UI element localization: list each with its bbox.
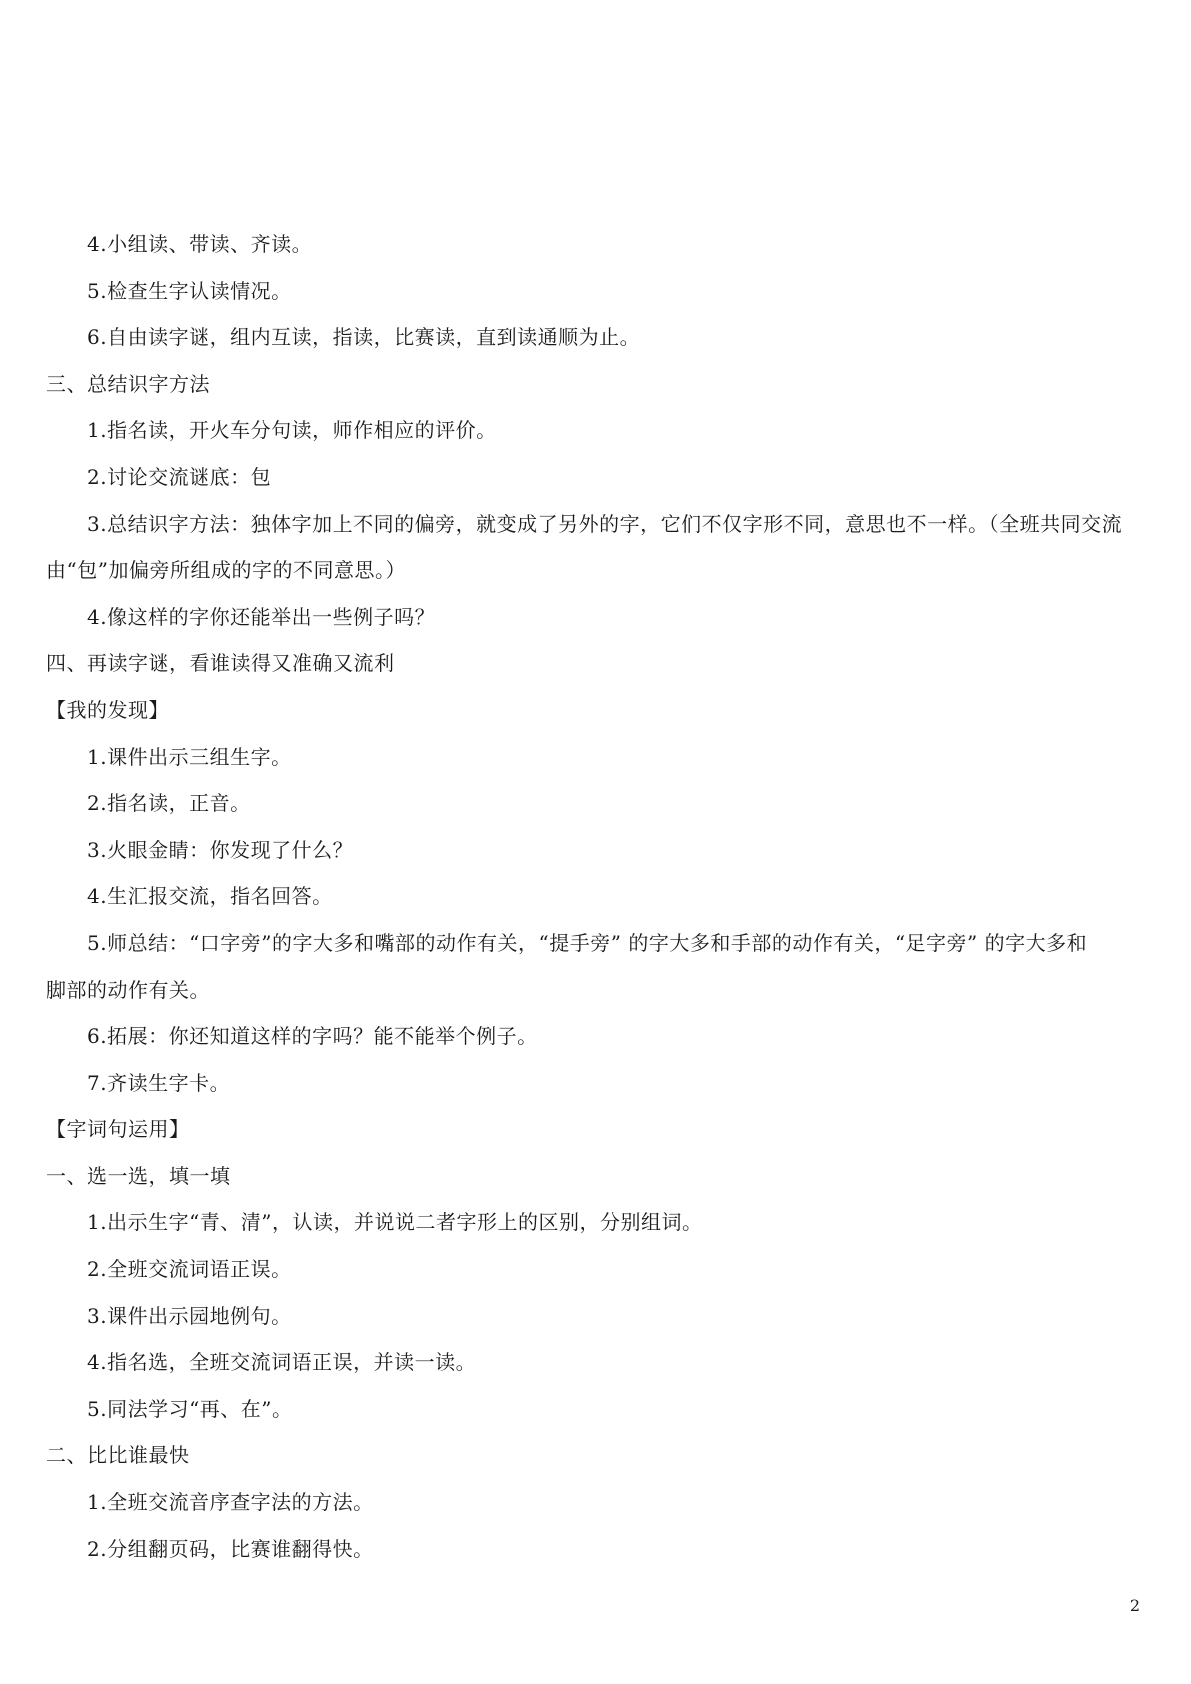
text-line: 7.齐读生字卡。 [87, 1070, 231, 1095]
text-line: 1.课件出示三组生字。 [87, 744, 292, 769]
text-line: 2.指名读，正音。 [87, 791, 251, 816]
text-line: 2.全班交流词语正误。 [87, 1257, 292, 1282]
text-line: 4.生汇报交流，指名回答。 [87, 884, 333, 909]
page-number: 2 [1129, 1596, 1140, 1615]
text-line: 6.拓展：你还知道这样的字吗？能不能举个例子。 [87, 1024, 538, 1049]
text-line: 6.自由读字谜，组内互读，指读，比赛读，直到读通顺为止。 [87, 325, 641, 350]
text-line: 3.火眼金睛：你发现了什么？ [87, 837, 354, 862]
text-line: 脚部的动作有关。 [46, 977, 210, 1002]
text-line: 由“包”加偏旁所组成的字的不同意思。） [46, 558, 406, 583]
text-line: 5.同法学习“再、在”。 [87, 1396, 293, 1421]
text-line: 5.师总结：“口字旁”的字大多和嘴部的动作有关，“提手旁” 的字大多和手部的动作有关，“足字旁” 的字大多和 [87, 930, 1088, 955]
text-line: 5.检查生字认读情况。 [87, 278, 292, 303]
text-line: 3.总结识字方法：独体字加上不同的偏旁，就变成了另外的字，它们不仅字形不同，意思也不一样。（全班共同交流 [87, 511, 1123, 536]
text-line: 4.指名选，全班交流词语正误，并读一读。 [87, 1350, 477, 1375]
text-line: 1.出示生字“青、清”，认读，并说说二者字形上的区别，分别组词。 [87, 1210, 703, 1235]
text-line: 1.指名读，开火车分句读，师作相应的评价。 [87, 418, 497, 443]
text-line: 4.像这样的字你还能举出一些例子吗？ [87, 604, 436, 629]
section-heading: 【我的发现】 [46, 697, 169, 722]
text-line: 1.全班交流音序查字法的方法。 [87, 1490, 374, 1515]
text-line: 2.分组翻页码，比赛谁翻得快。 [87, 1536, 374, 1561]
section-heading: 二、比比谁最快 [46, 1443, 190, 1468]
text-line: 4.小组读、带读、齐读。 [87, 232, 313, 256]
section-heading: 三、总结识字方法 [46, 371, 210, 396]
lesson-plan-text [46, 221, 1140, 1572]
section-heading: 【字词句运用】 [46, 1117, 190, 1142]
text-line: 3.课件出示园地例句。 [87, 1303, 292, 1328]
text-line: 2.讨论交流谜底：包 [87, 464, 272, 489]
section-heading: 一、选一选，填一填 [46, 1163, 231, 1188]
section-heading: 四、再读字谜，看谁读得又准确又流利 [46, 651, 395, 676]
